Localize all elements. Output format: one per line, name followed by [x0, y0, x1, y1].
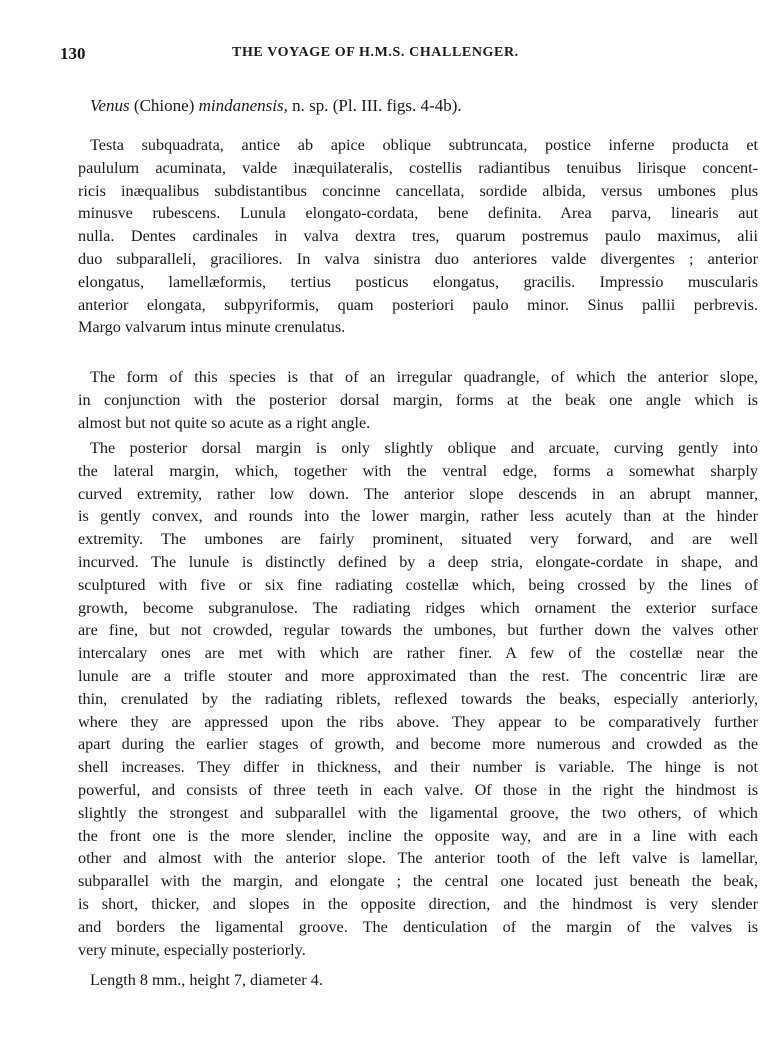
text-line: are fine, but not crowded, regular towards the umbones, but further down the valves other [78, 621, 758, 640]
text-line: incurved. The lunule is distinctly defined by a deep stria, elongate-cordate in shape, and [78, 552, 758, 571]
text-line: the front one is the more slender, incline the opposite way, and are in a line with each [78, 826, 758, 845]
subgenus-text: (Chione) [133, 96, 195, 115]
text-line: growth, become subgranulose. The radiating ridges which ornament the exterior surface [78, 598, 758, 617]
species-heading [90, 96, 462, 116]
text-line: the lateral margin, which, together with the ventral edge, forms a somewhat sharply [78, 461, 758, 480]
text-line: where they are appressed upon the ribs above. They appear to be comparatively further [78, 712, 758, 731]
text-line: elongatus, lamellæformis, tertius posticus elongatus, gracilis. Impressio muscularis [78, 272, 758, 291]
text-line: curved extremity, rather low down. The anterior slope descends in an abrupt manner, [78, 484, 758, 503]
text-line: Testa subquadrata, antice ab apice oblique subtruncata, postice inferne producta et [90, 136, 758, 154]
text-line: minusve rubescens. Lunula elongato-cordata, bene definita. Area parva, linearis aut [78, 204, 758, 223]
text-line: duo subparalleli, graciliores. In valva sinistra duo anteriores valde divergentes ; anterior [78, 249, 758, 268]
text-line: nulla. Dentes cardinales in valva dextra tres, quarum postremus paulo maximus, alii [78, 227, 758, 246]
text-line: sculptured with five or six fine radiating costellæ which, being crossed by the lines of [78, 575, 758, 594]
subgenus-name [134, 96, 199, 115]
text-line: and borders the ligamental groove. The denticulation of the margin of the valves is [78, 917, 758, 936]
text-line: extremity. The umbones are fairly prominent, situated very forward, and are well [78, 530, 758, 549]
text-line: powerful, and consists of three teeth in each valve. Of those in the right the hindmost is [78, 780, 758, 799]
page-number: 130 [60, 44, 86, 63]
text-line: almost but not quite so acute as a right angle. [78, 413, 371, 432]
text-line: is short, thicker, and slopes in the opposite direction, and the hindmost is very slender [78, 894, 758, 913]
text-line: lunule are a trifle stouter and more approximated than the rest. The concentric liræ are [78, 666, 758, 685]
text-line: thin, crenulated by the radiating riblets, reflexed towards the beaks, especially anteriorly, [78, 689, 758, 708]
text-line: intercalary ones are met with which are rather finer. A few of the costellæ near the [78, 644, 758, 663]
genus-name: Venus [90, 96, 130, 115]
species-name: mindanensis, [198, 96, 288, 115]
description-paragraph-2 [78, 437, 758, 961]
text-line: anterior elongata, subpyriformis, quam posteriori paulo minor. Sinus pallii perbrevis. [78, 295, 758, 314]
text-line: shell increases. They differ in thickness, and their number is variable. The hinge is not [78, 758, 758, 777]
text-line: other and almost with the anterior slope. The anterior tooth of the left valve is lamellar, [78, 849, 758, 868]
text-line: The posterior dorsal margin is only slightly oblique and arcuate, curving gently into [90, 439, 758, 457]
running-title: THE VOYAGE OF H.M.S. CHALLENGER. [232, 45, 519, 60]
measurements [78, 969, 758, 992]
text-line: subparallel with the margin, and elongate ; the central one located just beneath the beak, [78, 872, 758, 891]
text-line: paululum acuminata, valde inæquilateralis, costellis radiantibus tenuibus lirisque concent- [78, 158, 758, 177]
description-paragraph-1 [78, 366, 758, 434]
text-line: Margo valvarum intus minute crenulatus. [78, 318, 346, 337]
text-line: ricis inæqualibus subdistantibus concinne cancellata, sordide albida, versus umbones plus [78, 181, 758, 200]
latin-description [78, 134, 758, 339]
text-line: is gently convex, and rounds into the lower margin, rather less acutely than at the hinder [78, 507, 758, 526]
text-line: Length 8 mm., height 7, diameter 4. [90, 971, 323, 989]
text-line: very minute, especially posteriorly. [78, 940, 306, 959]
text-line: The form of this species is that of an irregular quadrangle, of which the anterior slope, [90, 368, 758, 386]
text-line: in conjunction with the posterior dorsal margin, forms at the beak one angle which is [78, 390, 758, 409]
text-line: slightly the strongest and subparallel with the ligamental groove, the two others, of which [78, 803, 758, 822]
species-reference: n. sp. (Pl. III. figs. 4-4b). [287, 96, 462, 115]
text-line: apart during the earlier stages of growth, and become more numerous and crowded as the [78, 735, 758, 754]
